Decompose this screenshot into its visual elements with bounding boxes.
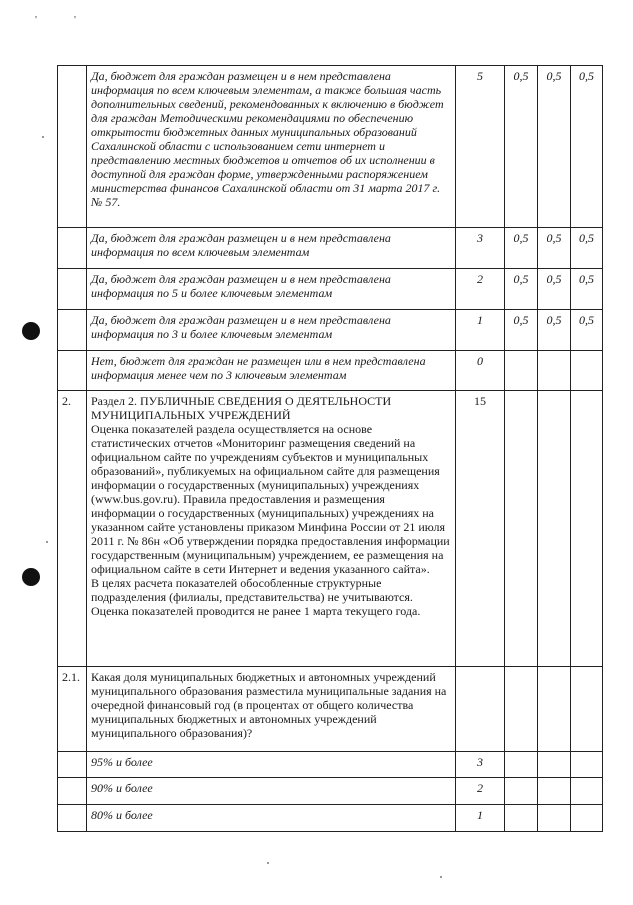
points-cell: 2 [456,778,505,805]
row-number [58,228,87,269]
row-number [58,805,87,832]
answer-text: 80% и более [87,805,456,832]
score-cell [505,667,538,752]
table-row [58,391,603,667]
row-number [58,351,87,391]
scan-speck [440,876,442,878]
score-cell [538,778,571,805]
points-cell [456,667,505,752]
table-row [58,805,603,832]
points-cell: 3 [456,228,505,269]
answer-text: Нет, бюджет для граждан не размещен или в нем представлена информация менее чем по 3 ключевым элементам [87,351,456,391]
score-cell: 0,5 [505,228,538,269]
score-cell [538,667,571,752]
row-number [58,778,87,805]
score-cell [571,778,603,805]
score-cell: 0,5 [571,269,603,310]
scan-speck [46,541,48,543]
score-cell: 0,5 [571,228,603,269]
answer-text: Да, бюджет для граждан размещен и в нем представлена информация по всем ключевым элементам, а также большая часть дополнительных сведений, рекомендованных к включению в бюджет для граждан Методическими рекомендациями по обеспечению открытости бюджетных данных муниципальных образований Сахалинской области с использованием сети интернет и представлению местных бюджетов и отчетов об их исполнении в доступной для граждан форме, утвержденными распоряжением министерства финансов Сахалинской области от 31 марта 2017 г. № 57. [87,66,456,228]
answer-text: Да, бюджет для граждан размещен и в нем представлена информация по 3 и более ключевым элементам [87,310,456,351]
score-cell [571,667,603,752]
answer-text: Да, бюджет для граждан размещен и в нем представлена информация по всем ключевым элементам [87,228,456,269]
score-cell: 0,5 [538,66,571,228]
score-cell [571,351,603,391]
punch-hole-dot [22,322,40,340]
score-cell [505,778,538,805]
points-cell: 3 [456,752,505,778]
row-number [58,310,87,351]
score-cell [571,752,603,778]
score-cell [538,391,571,667]
table-row [58,667,603,752]
points-cell: 1 [456,310,505,351]
row-number [58,269,87,310]
points-cell: 5 [456,66,505,228]
table-row [58,310,603,351]
scan-mark: ' [74,14,76,26]
score-cell [538,752,571,778]
score-cell: 0,5 [538,310,571,351]
score-cell [505,351,538,391]
evaluation-table [57,65,603,832]
row-number: 2. [58,391,87,667]
section-paragraph: В целях расчета показателей обособленные структурные подразделения (филиалы, представительства) не учитываются. [91,576,413,604]
score-cell: 0,5 [505,66,538,228]
scan-mark: ' [35,14,37,26]
answer-text: Да, бюджет для граждан размещен и в нем представлена информация по 5 и более ключевым элементам [87,269,456,310]
points-cell: 1 [456,805,505,832]
row-number [58,752,87,778]
section-paragraph: Оценка показателей раздела осуществляется на основе статистических отчетов «Мониторинг размещения сведений на официальном сайте по учреждениям субъектов и муниципальных образований», публикуемых на официальном сайте для размещения информации о государственных (муниципальных) учреждениях (www.bus.gov.ru). Правила предоставления и размещения информации о государственных (муниципальных) учреждениях на указанном сайте установлены приказом Минфина России от 21 июля 2011 г. № 86н «Об утверждении порядка предоставления информации государственным (муниципальным) учреждением, ее размещения на официальном сайте в сети Интернет и ведения указанного сайта». [91,422,450,576]
points-cell: 0 [456,351,505,391]
score-cell: 0,5 [505,310,538,351]
score-cell [571,391,603,667]
scan-speck [42,136,44,138]
score-cell: 0,5 [571,310,603,351]
answer-text: 95% и более [87,752,456,778]
score-cell [505,805,538,832]
section-title: Раздел 2. ПУБЛИЧНЫЕ СВЕДЕНИЯ О ДЕЯТЕЛЬНОСТИ МУНИЦИПАЛЬНЫХ УЧРЕЖДЕНИЙ [91,394,392,422]
section-text [87,391,456,667]
score-cell [538,351,571,391]
score-cell [505,752,538,778]
score-cell: 0,5 [505,269,538,310]
points-cell: 2 [456,269,505,310]
scan-speck [267,862,269,864]
section-paragraph: Оценка показателей проводится не ранее 1 марта текущего года. [91,604,421,618]
question-text: Какая доля муниципальных бюджетных и автономных учреждений муниципального образования разместила муниципальные задания на очередной финансовый год (в процентах от общего количества муниципальных бюджетных и автономных учреждений муниципального образования)? [87,667,456,752]
row-number [58,66,87,228]
row-number: 2.1. [58,667,87,752]
table-row [58,66,603,228]
score-cell: 0,5 [538,269,571,310]
score-cell: 0,5 [538,228,571,269]
punch-hole-dot [22,568,40,586]
score-cell: 0,5 [571,66,603,228]
table-row [58,269,603,310]
score-cell [505,391,538,667]
table-row [58,752,603,778]
score-cell [538,805,571,832]
answer-text: 90% и более [87,778,456,805]
table-row [58,228,603,269]
table-row [58,351,603,391]
table-row [58,778,603,805]
points-cell: 15 [456,391,505,667]
score-cell [571,805,603,832]
